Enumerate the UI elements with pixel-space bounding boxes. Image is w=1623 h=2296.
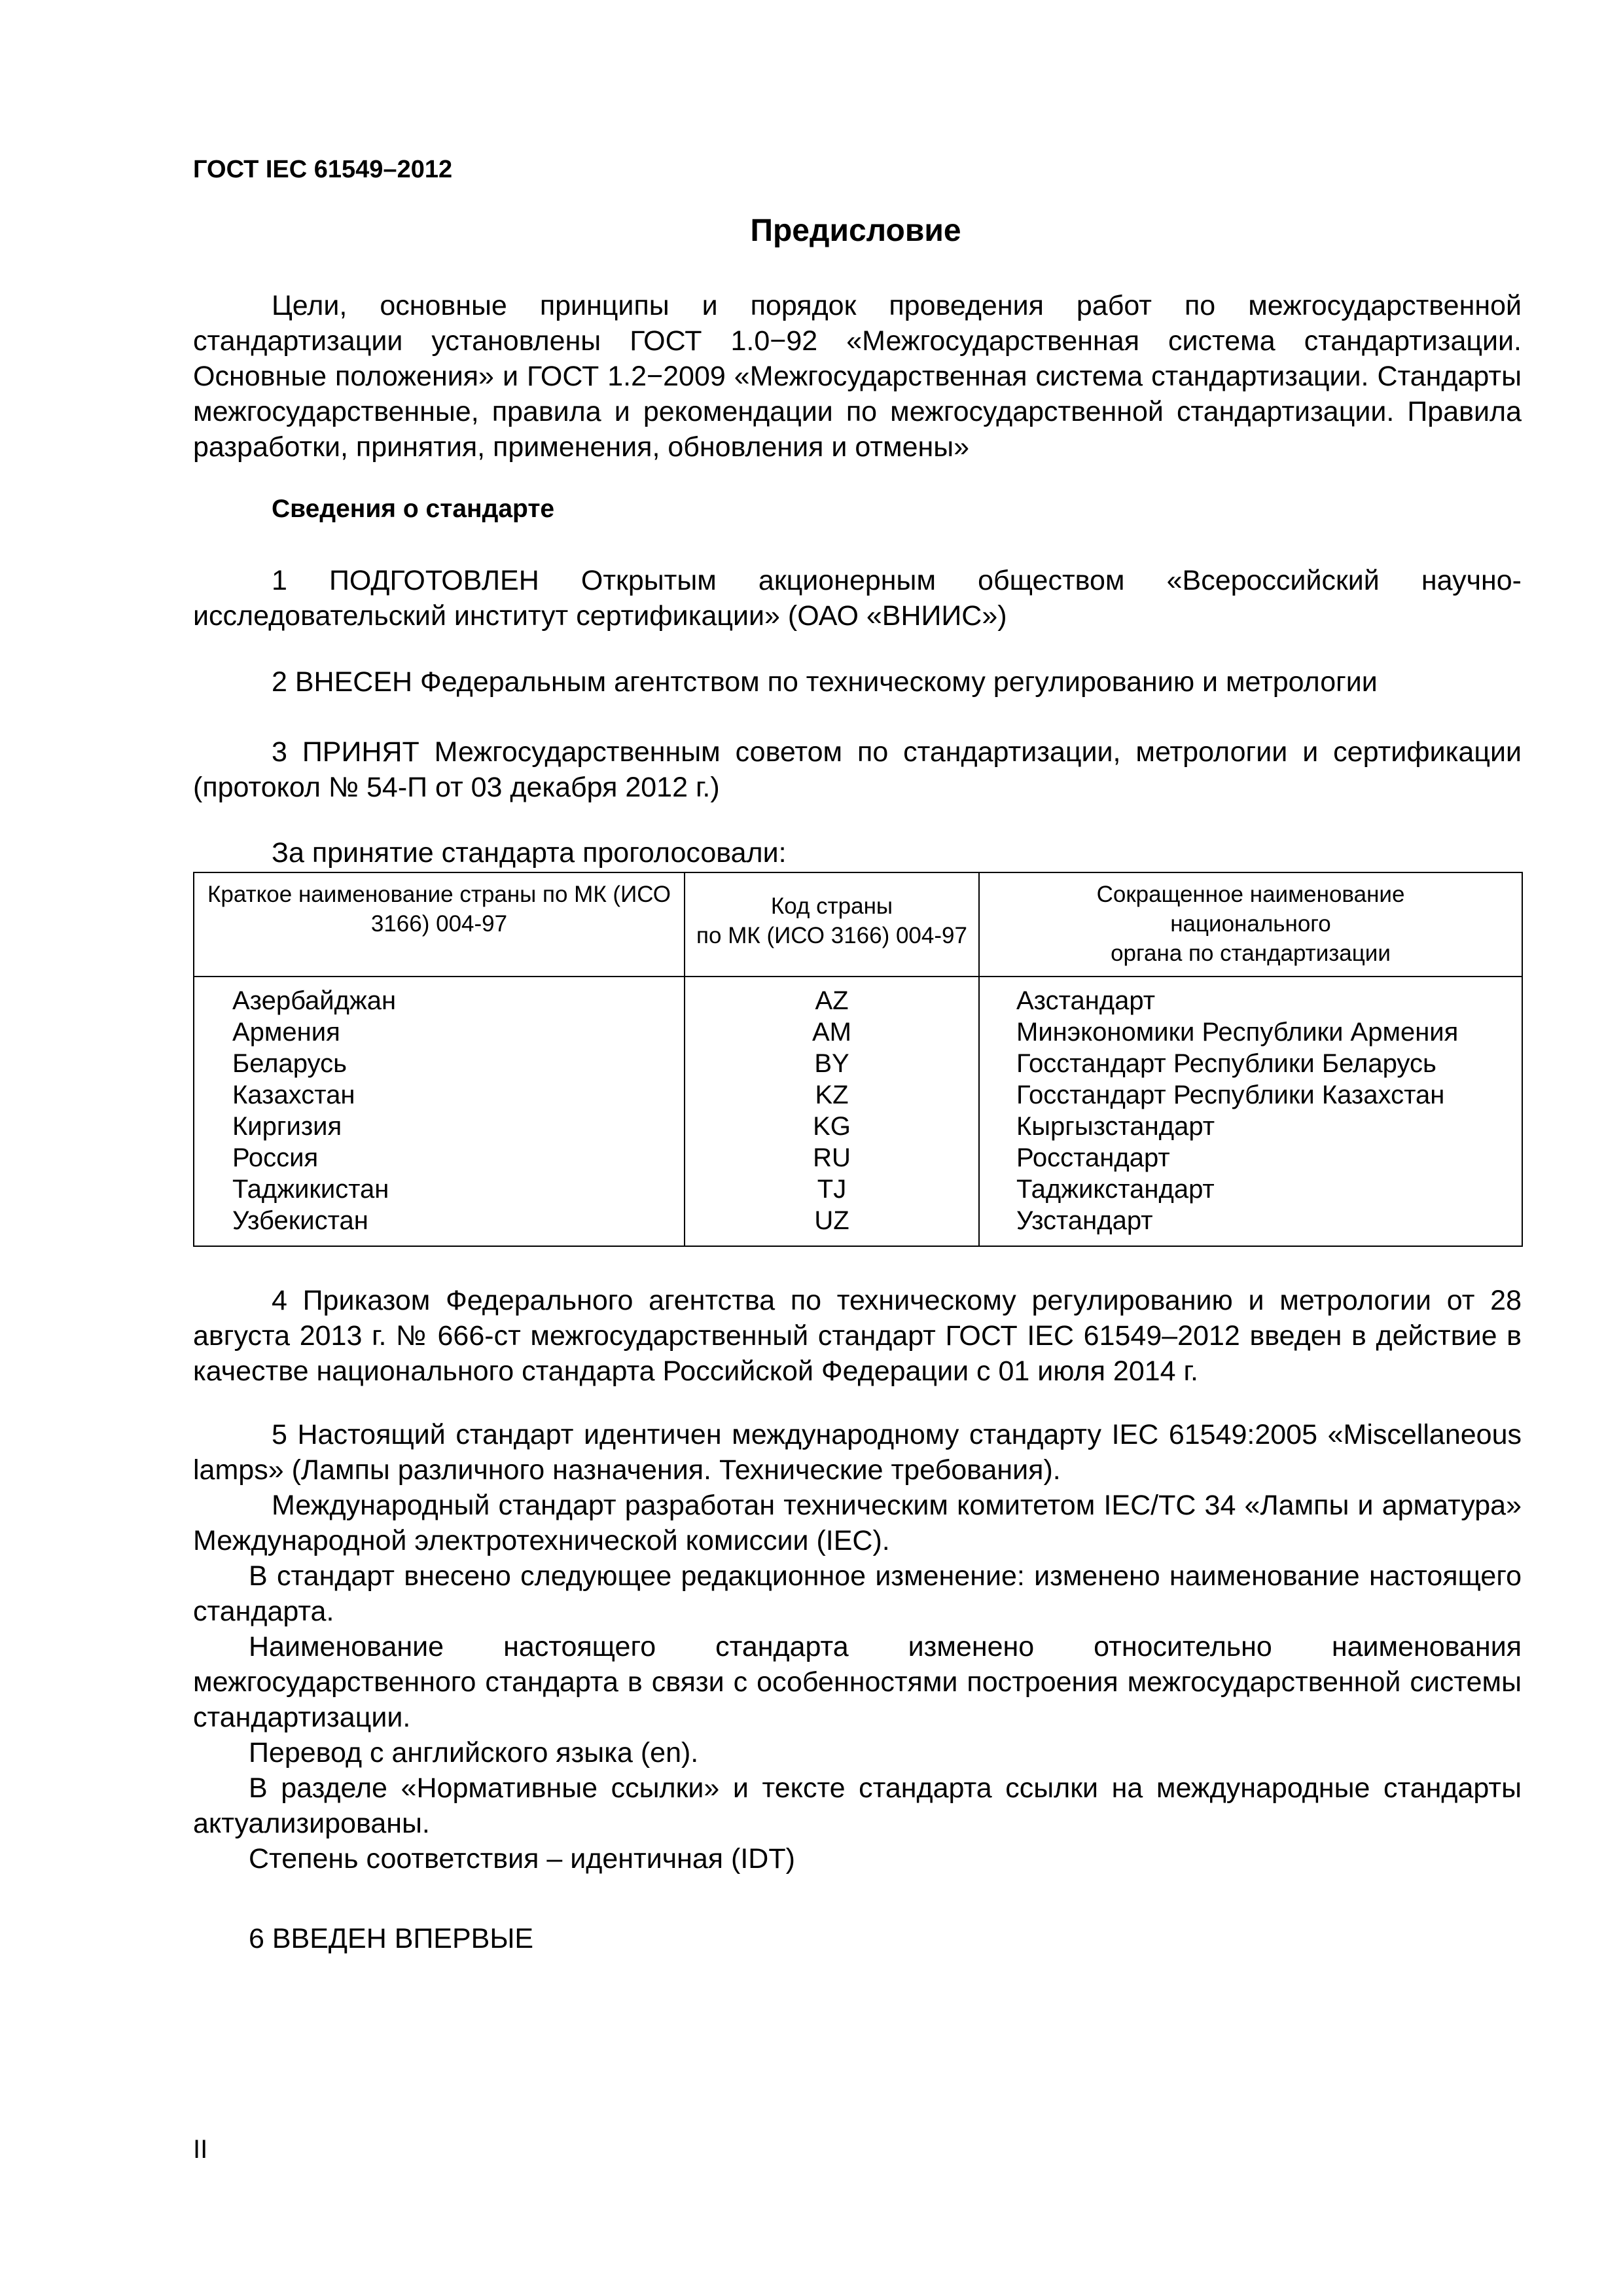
item-5-developer-text: Международный стандарт разработан техническим комитетом IEC/TC 34 «Лампы и арматура» Международной электротехнической комиссии (IEC).	[193, 1490, 1522, 1556]
cell-country: Таджикистан	[194, 1174, 685, 1205]
intro-text: Цели, основные принципы и порядок проведения работ по межгосударственной стандартизации установлены ГОСТ 1.0−92 «Межгосударственная система стандартизации. Основные положения» и ГОСТ 1.2−2009 «Межгосударственная система стандартизации. Стандарты межгосударственные, правила и рекомендации по межгосударственной стандартизации. Правила разработки, принятия, применения, обновления и отмены»	[193, 290, 1522, 463]
item-3	[193, 734, 1522, 805]
item-5-developer	[193, 1488, 1522, 1558]
item-5-translation-text: Перевод с английского языка (en).	[249, 1737, 699, 1768]
cell-country: Казахстан	[194, 1079, 685, 1111]
table-row	[194, 1079, 1522, 1111]
cell-standards-body: Госстандарт Республики Беларусь	[979, 1048, 1522, 1079]
item-4-text: 4 Приказом Федерального агентства по техническому регулированию и метрологии от 28 августа 2013 г. № 666-ст межгосударственный стандарт ГОСТ IEC 61549–2012 введен в действие в качестве национального стандарта Российской Федерации с 01 июля 2014 г.	[193, 1285, 1522, 1387]
cell-code: AZ	[685, 977, 979, 1016]
intro-paragraph	[193, 288, 1522, 465]
vote-caption	[193, 835, 1522, 870]
cell-standards-body: Таджикстандарт	[979, 1174, 1522, 1205]
table-row	[194, 1016, 1522, 1048]
table-row	[194, 1048, 1522, 1079]
item-6	[193, 1921, 1522, 1956]
item-5-name-text: Наименование настоящего стандарта изменено относительно наименования межгосударственного стандарта в связи с особенностями построения межгосударственной системы стандартизации.	[193, 1631, 1522, 1733]
item-3-text: 3 ПРИНЯТ Межгосударственным советом по стандартизации, метрологии и сертификации (протокол № 54-П от 03 декабря 2012 г.)	[193, 736, 1522, 803]
item-1	[193, 563, 1522, 634]
cell-standards-body: Азстандарт	[979, 977, 1522, 1016]
info-heading: Сведения о стандарте	[272, 495, 555, 523]
page-title: Предисловие	[750, 213, 961, 248]
item-5-text: 5 Настоящий стандарт идентичен международному стандарту IEC 61549:2005 «Miscellaneous lamps» (Лампы различного назначения. Технические требования).	[193, 1419, 1522, 1486]
document-code: ГОСТ IEC 61549–2012	[193, 156, 453, 183]
header-code: Код страны по МК (ИСО 3166) 004-97	[685, 872, 979, 977]
cell-standards-body: Росстандарт	[979, 1142, 1522, 1174]
item-2	[193, 664, 1522, 700]
table-row	[194, 1174, 1522, 1205]
item-5-translation	[193, 1735, 1522, 1770]
cell-country: Азербайджан	[194, 977, 685, 1016]
item-5-degree	[193, 1841, 1522, 1876]
item-5-refs	[193, 1770, 1522, 1841]
cell-code: KZ	[685, 1079, 979, 1111]
page-number: II	[193, 2135, 208, 2164]
cell-country: Узбекистан	[194, 1205, 685, 1246]
item-5-change	[193, 1558, 1522, 1629]
item-5	[193, 1417, 1522, 1488]
cell-country: Армения	[194, 1016, 685, 1048]
cell-code: TJ	[685, 1174, 979, 1205]
cell-standards-body: Кыргызстандарт	[979, 1111, 1522, 1142]
header-country: Краткое наименование страны по МК (ИСО 3166) 004-97	[194, 872, 685, 977]
table-row	[194, 1205, 1522, 1246]
item-5-change-text: В стандарт внесено следующее редакционное изменение: изменено наименование настоящего стандарта.	[193, 1560, 1522, 1627]
item-4	[193, 1283, 1522, 1389]
cell-standards-body: Минэкономики Республики Армения	[979, 1016, 1522, 1048]
cell-standards-body: Узстандарт	[979, 1205, 1522, 1246]
item-6-text: 6 ВВЕДЕН ВПЕРВЫЕ	[249, 1923, 534, 1954]
vote-caption-text: За принятие стандарта проголосовали:	[272, 837, 787, 869]
table-header-row	[194, 872, 1522, 977]
table-row	[194, 1111, 1522, 1142]
table-row	[194, 977, 1522, 1016]
cell-code: RU	[685, 1142, 979, 1174]
header-standards-body: Сокращенное наименование национального органа по стандартизации	[979, 872, 1522, 977]
cell-country: Россия	[194, 1142, 685, 1174]
item-5-name	[193, 1629, 1522, 1735]
voting-countries-table	[193, 872, 1523, 1247]
cell-code: BY	[685, 1048, 979, 1079]
item-1-text: 1 ПОДГОТОВЛЕН Открытым акционерным обществом «Всероссийский научно-исследовательский институт сертификации» (ОАО «ВНИИС»)	[193, 565, 1522, 632]
cell-code: AM	[685, 1016, 979, 1048]
table-row	[194, 1142, 1522, 1174]
cell-standards-body: Госстандарт Республики Казахстан	[979, 1079, 1522, 1111]
cell-country: Киргизия	[194, 1111, 685, 1142]
cell-code: UZ	[685, 1205, 979, 1246]
cell-country: Беларусь	[194, 1048, 685, 1079]
cell-code: KG	[685, 1111, 979, 1142]
item-5-degree-text: Степень соответствия – идентичная (IDT)	[249, 1843, 795, 1874]
item-5-refs-text: В разделе «Нормативные ссылки» и тексте стандарта ссылки на международные стандарты актуализированы.	[193, 1772, 1522, 1839]
item-2-text: 2 ВНЕСЕН Федеральным агентством по техническому регулированию и метрологии	[272, 666, 1378, 698]
